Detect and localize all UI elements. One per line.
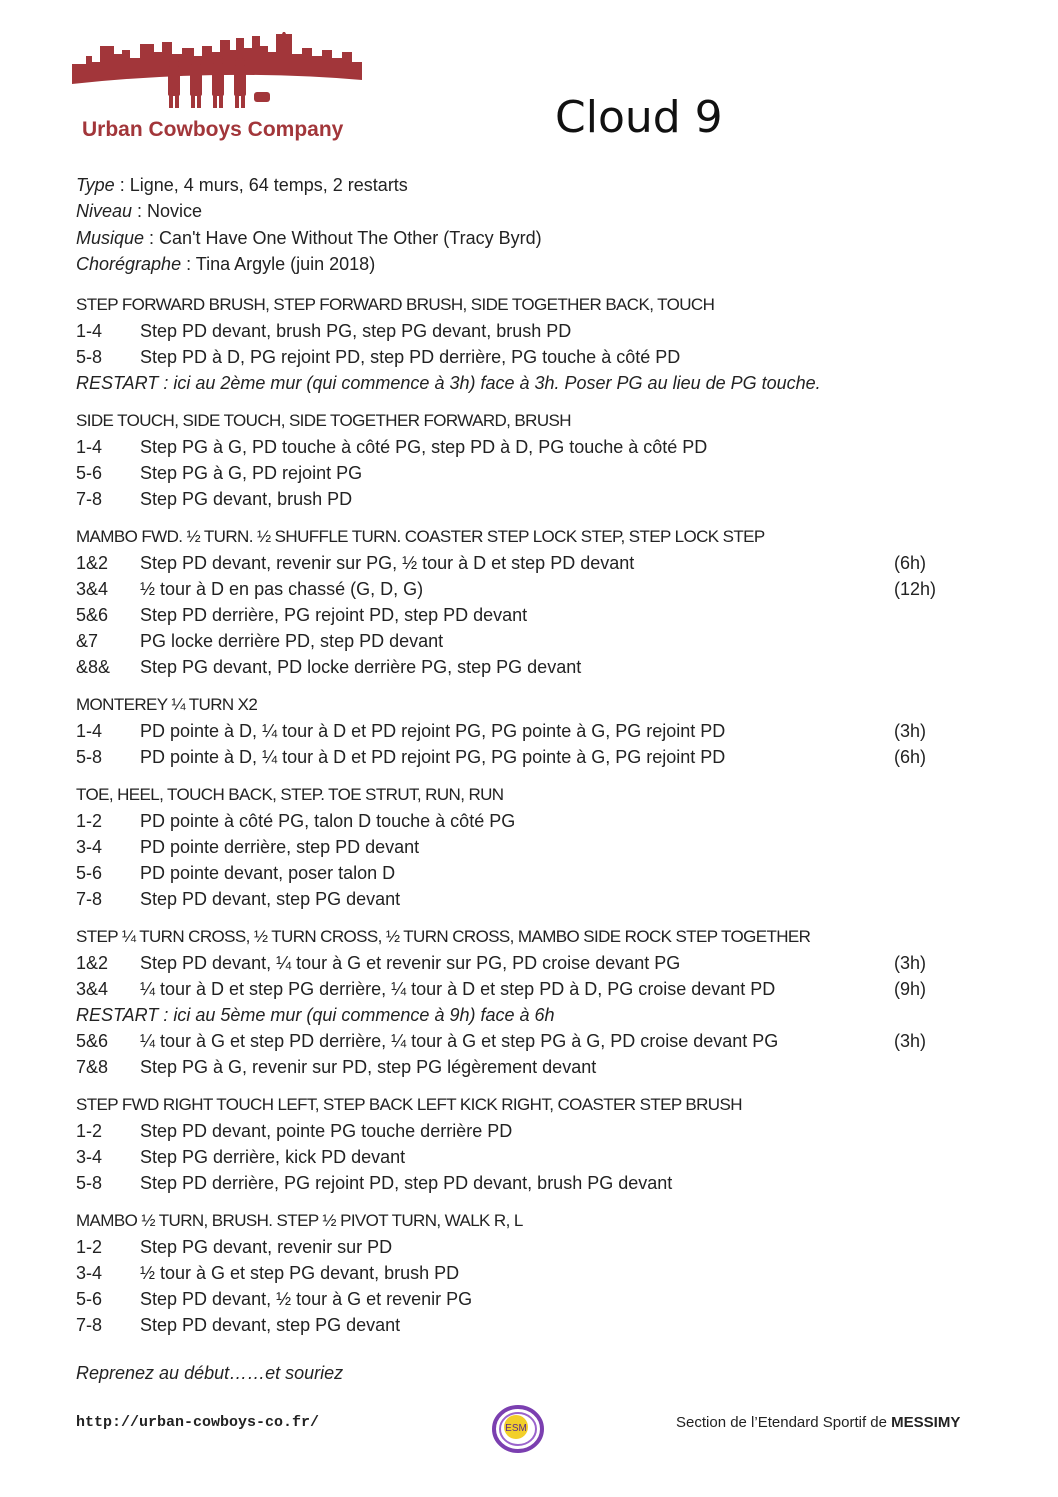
step-count: 1-2	[76, 1237, 103, 1257]
dance-info	[76, 172, 542, 277]
step-description: PD pointe à D, ¼ tour à D et PD rejoint PG, PG pointe à G, PG rejoint PD	[140, 747, 726, 767]
step-direction: (6h)	[894, 553, 927, 573]
step-row	[76, 1170, 976, 1196]
step-row	[76, 860, 976, 886]
step-description: Step PG à G, PD touche à côté PG, step PD à D, PG touche à côté PD	[140, 437, 708, 457]
step-description: PD pointe derrière, step PD devant	[140, 837, 420, 857]
step-row	[76, 486, 976, 512]
step-count: 3&4	[76, 979, 109, 999]
step-count: 1-2	[76, 811, 103, 831]
step-count: 1-4	[76, 437, 103, 457]
steps-content	[76, 292, 976, 1350]
step-count: 5&6	[76, 605, 109, 625]
section-title: MONTEREY ¼ TURN X2	[76, 695, 258, 714]
step-description: Step PG devant, PD locke derrière PG, step PG devant	[140, 657, 582, 677]
step-description: Step PG à G, PD rejoint PG	[140, 463, 363, 483]
step-count: 1-4	[76, 321, 103, 341]
step-row	[76, 1234, 976, 1260]
step-description: ½ tour à G et step PG devant, brush PD	[140, 1263, 460, 1283]
step-direction: (9h)	[894, 979, 927, 999]
club-section	[676, 1414, 960, 1431]
step-row	[76, 344, 976, 370]
company-logo	[70, 32, 365, 152]
step-direction: (6h)	[894, 747, 927, 767]
step-description: Step PG derrière, kick PD devant	[140, 1147, 406, 1167]
step-count: 3-4	[76, 837, 103, 857]
step-section	[76, 292, 976, 396]
step-row	[76, 318, 976, 344]
info-value: : Tina Argyle (juin 2018)	[181, 253, 376, 274]
section-title: SIDE TOUCH, SIDE TOUCH, SIDE TOGETHER FORWARD, BRUSH	[76, 411, 571, 430]
step-row	[76, 1028, 976, 1054]
step-count: 1&2	[76, 553, 109, 573]
step-row	[76, 834, 976, 860]
step-count: 7-8	[76, 1315, 103, 1335]
city-skyline-icon	[70, 32, 365, 117]
step-count: 5-8	[76, 1173, 103, 1193]
step-description: Step PD devant, ¼ tour à G et revenir sur PG, PD croise devant PG	[140, 953, 681, 973]
section-title: TOE, HEEL, TOUCH BACK, STEP. TOE STRUT, RUN, RUN	[76, 785, 504, 804]
step-row	[76, 628, 976, 654]
step-section	[76, 524, 976, 680]
step-count: 5-8	[76, 747, 103, 767]
info-key: Musique	[76, 227, 145, 248]
step-description: Step PD devant, pointe PG touche derrière PD	[140, 1121, 513, 1141]
section-title: STEP FORWARD BRUSH, STEP FORWARD BRUSH, SIDE TOGETHER BACK, TOUCH	[76, 295, 715, 314]
step-description: Step PD devant, revenir sur PG, ½ tour à D et step PD devant	[140, 553, 635, 573]
section-title: MAMBO FWD. ½ TURN. ½ SHUFFLE TURN. COASTER STEP LOCK STEP, STEP LOCK STEP	[76, 527, 765, 546]
step-row	[76, 550, 976, 576]
step-section	[76, 782, 976, 912]
step-count: 1-2	[76, 1121, 103, 1141]
step-count: 5&6	[76, 1031, 109, 1051]
step-count: 7&8	[76, 1057, 109, 1077]
step-row	[76, 654, 976, 680]
info-line	[76, 172, 542, 198]
esm-logo	[490, 1403, 546, 1455]
club-town: MESSIMY	[891, 1414, 961, 1431]
step-row	[76, 576, 976, 602]
info-key: Type	[76, 175, 115, 195]
section-title: STEP FWD RIGHT TOUCH LEFT, STEP BACK LEFT KICK RIGHT, COASTER STEP BRUSH	[76, 1095, 742, 1114]
step-description: Step PD devant, step PG devant	[140, 889, 401, 909]
website-link[interactable]: http://urban-cowboys-co.fr/	[76, 1414, 320, 1431]
step-row	[76, 602, 976, 628]
info-value: : Novice	[132, 201, 203, 222]
step-section	[76, 408, 976, 512]
step-row	[76, 718, 976, 744]
restart-note: RESTART : ici au 2ème mur (qui commence à 3h) face à 3h. Poser PG au lieu de PG touche.	[76, 373, 821, 393]
step-count: 7-8	[76, 889, 103, 909]
step-direction: (3h)	[894, 953, 927, 973]
step-row	[76, 1144, 976, 1170]
step-row	[76, 1260, 976, 1286]
step-row	[76, 1118, 976, 1144]
step-count: 3-4	[76, 1263, 103, 1283]
step-description: Step PG devant, brush PD	[140, 489, 353, 509]
step-section	[76, 1208, 976, 1338]
step-description: PD pointe à côté PG, talon D touche à côté PG	[140, 811, 516, 831]
step-section	[76, 1092, 976, 1196]
info-value: : Ligne, 4 murs, 64 temps, 2 restarts	[114, 175, 408, 195]
step-count: &8&	[76, 657, 111, 677]
step-description: PG locke derrière PD, step PD devant	[140, 631, 444, 651]
step-row	[76, 434, 976, 460]
step-direction: (12h)	[894, 579, 937, 599]
step-count: 5-6	[76, 463, 103, 483]
step-row	[76, 1286, 976, 1312]
info-line	[76, 251, 542, 277]
step-description: Step PD derrière, PG rejoint PD, step PD devant, brush PG devant	[140, 1173, 673, 1193]
step-count: 5-6	[76, 863, 103, 883]
section-title: MAMBO ½ TURN, BRUSH. STEP ½ PIVOT TURN, WALK R, L	[76, 1211, 523, 1230]
step-count: &7	[76, 631, 99, 651]
info-line	[76, 198, 542, 224]
club-section-prefix: Section de l’Etendard Sportif de	[676, 1414, 892, 1431]
step-row	[76, 976, 976, 1002]
restart-note: RESTART : ici au 5ème mur (qui commence à 9h) face à 6h	[76, 1005, 555, 1025]
step-row	[76, 808, 976, 834]
step-description: Step PD devant, ½ tour à G et revenir PG	[140, 1289, 473, 1309]
step-count: 1&2	[76, 953, 109, 973]
step-direction: (3h)	[894, 721, 927, 741]
step-description: Step PD devant, brush PG, step PG devant, brush PD	[140, 321, 572, 341]
step-section	[76, 924, 976, 1080]
info-value: : Can't Have One Without The Other (Tracy Byrd)	[144, 227, 542, 248]
esm-logo-icon	[490, 1403, 546, 1455]
step-description: ½ tour à D en pas chassé (G, D, G)	[140, 579, 424, 599]
step-description: Step PD à D, PG rejoint PD, step PD derrière, PG touche à côté PD	[140, 347, 681, 367]
esm-logo-text: ESM	[505, 1423, 527, 1434]
step-count: 5-6	[76, 1289, 103, 1309]
step-description: ¼ tour à G et step PD derrière, ¼ tour à G et step PG à G, PD croise devant PG	[140, 1031, 779, 1051]
info-key: Chorégraphe	[76, 253, 182, 274]
step-count: 3&4	[76, 579, 109, 599]
step-row	[76, 460, 976, 486]
step-count: 5-8	[76, 347, 103, 367]
page-title: Cloud 9	[555, 92, 723, 143]
step-section	[76, 692, 976, 770]
step-description: Step PD derrière, PG rejoint PD, step PD devant	[140, 605, 528, 625]
step-row	[76, 886, 976, 912]
step-description: PD pointe à D, ¼ tour à D et PD rejoint PG, PG pointe à G, PG rejoint PD	[140, 721, 726, 741]
step-description: ¼ tour à D et step PG derrière, ¼ tour à D et step PD à D, PG croise devant PD	[140, 979, 776, 999]
step-description: Step PG à G, revenir sur PD, step PG légèrement devant	[140, 1057, 597, 1077]
step-description: Step PD devant, step PG devant	[140, 1315, 401, 1335]
step-count: 1-4	[76, 721, 103, 741]
step-direction: (3h)	[894, 1031, 927, 1051]
info-key: Niveau	[76, 201, 133, 222]
company-name: Urban Cowboys Company	[82, 118, 344, 141]
step-row	[76, 1054, 976, 1080]
section-title: STEP ¼ TURN CROSS, ½ TURN CROSS, ½ TURN CROSS, MAMBO SIDE ROCK STEP TOGETHER	[76, 927, 811, 946]
step-row	[76, 950, 976, 976]
step-row	[76, 1312, 976, 1338]
step-description: Step PG devant, revenir sur PD	[140, 1237, 393, 1257]
step-count: 7-8	[76, 489, 103, 509]
step-row	[76, 744, 976, 770]
step-description: PD pointe devant, poser talon D	[140, 863, 396, 883]
closing-note: Reprenez au début……et souriez	[76, 1363, 344, 1383]
step-count: 3-4	[76, 1147, 103, 1167]
info-line	[76, 225, 542, 251]
